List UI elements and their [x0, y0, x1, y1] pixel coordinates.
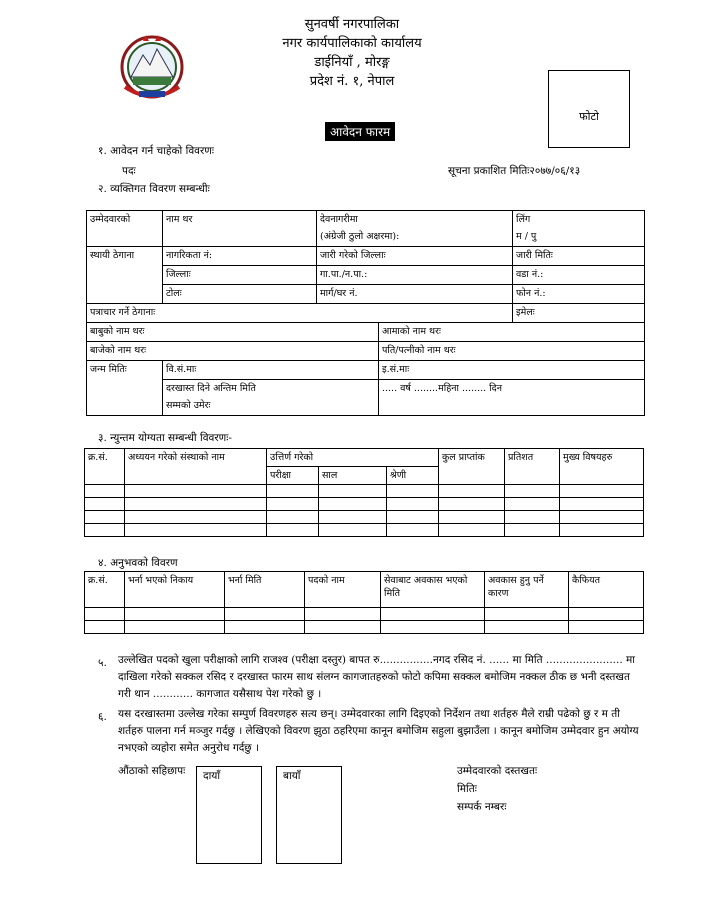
age-format: ..... वर्ष ........महिना ........ दिन	[382, 383, 502, 394]
date-label: मितिः	[457, 783, 477, 795]
post-label: पदः	[122, 165, 136, 177]
section1-heading: १. आवेदन गर्न चाहेको विवरणः	[98, 145, 215, 157]
province-name: प्रदेश नं. १, नेपाल	[309, 74, 395, 89]
tole-field[interactable]: टोलः	[163, 285, 317, 304]
dob-bs-field[interactable]: वि.सं.माः	[163, 361, 379, 380]
municipality-field[interactable]: गा.पा./न.पा.:	[317, 266, 513, 285]
name-label: नाम थर	[163, 211, 317, 247]
exp-row[interactable]	[85, 608, 644, 621]
qual-header-subjects: मुख्य विषयहरु	[560, 449, 644, 485]
father-name-field[interactable]: बाबुको नाम थरः	[87, 323, 379, 342]
permanent-address-label: स्थायी ठेगाना	[87, 247, 163, 304]
exp-header-remarks: कैफियत	[569, 572, 644, 608]
gender-field[interactable]	[513, 211, 645, 247]
exp-header-organization: भर्ना भएको निकाय	[125, 572, 225, 608]
qual-header-institution: अध्ययन गरेको संस्थाको नाम	[125, 449, 267, 485]
email-field[interactable]: इमेलः	[513, 304, 645, 323]
personal-details-table	[86, 210, 645, 416]
candidate-label: उम्मेदवारको	[87, 211, 163, 247]
left-thumb-label: बायाँ	[283, 770, 301, 782]
right-thumb-box[interactable]	[196, 766, 262, 864]
spouse-name-field[interactable]: पति/पत्नीको नाम थरः	[379, 342, 645, 361]
citizenship-no-field[interactable]: नागरिकता नं:	[163, 247, 317, 266]
age-text-line2: सम्मको उमेरः	[166, 400, 211, 411]
qual-header-percentage: प्रतिशत	[505, 449, 560, 485]
street-field[interactable]: मार्ग/घर नं.	[317, 285, 513, 304]
thumbprint-label: औंठाको सहिछापः	[118, 765, 186, 777]
section3-heading: ३. न्युन्तम योग्यता सम्बन्धी विवरणः-	[98, 432, 232, 444]
photo-box	[548, 70, 630, 148]
right-thumb-label: दायाँ	[203, 770, 221, 782]
qualification-table	[84, 448, 644, 537]
photo-label: फोटो	[579, 110, 599, 123]
dob-ad-field[interactable]: इ.सं.माः	[379, 361, 645, 380]
age-label	[163, 380, 379, 416]
declaration-5-text: उल्लेखित पदको खुला परीक्षाको लागि राजश्व (परीक्षा दस्तुर) बापत रु................नगद रसिद नं. ...... मा मिति ....................... मा दाखिला गरेको सक्कल रसिद र दरखास्त फारम साथ संलग्न कागजातहरुको फोटो कपिमा सक्कल बमोजिम नक्कल ठीक छ भनी दस्तखत गरी थान ............ कागजात यसैसाथ पेश गरेको छु ।	[118, 654, 636, 700]
exp-header-sn: क्र.सं.	[85, 572, 125, 608]
age-field[interactable]	[379, 380, 645, 416]
exp-header-join-date: भर्ना मिति	[225, 572, 305, 608]
experience-table	[84, 571, 644, 634]
qual-row[interactable]	[85, 524, 644, 537]
form-title: आवेदन फारम	[325, 122, 395, 141]
exp-header-retire-date: सेवाबाट अवकास भएको मिति	[381, 572, 485, 608]
qual-subheader-division: श्रेणी	[387, 467, 439, 485]
mailing-address-field[interactable]: पत्राचार गर्ने ठेगानाः	[87, 304, 513, 323]
declaration-6-text: यस दरखास्तमा उल्लेख गरेका सम्पुर्ण विवरणहरु सत्य छन्। उम्मेदवारका लागि दिइएको निर्देशन तथा शर्तहरु मैले राम्री पढेको छु र म ती शर्तहरु पालना गर्न मञ्जुर गर्दछु । लेखिएको विवरण झुठा ठहरिएमा कानून बमोजिम सहुला बुझाउँला । कानून बमोजिम उम्मेदवार हुन अयोग्य नभएको व्यहोरा समेत अनुरोध गर्दछु ।	[118, 708, 639, 754]
office-location: डाईनियाँ , मोरङ्ग	[314, 55, 390, 70]
declaration-5-number: ५.	[98, 657, 107, 669]
declaration-6-number: ६.	[98, 711, 107, 723]
exp-header-retire-reason: अवकास हुनु पर्ने कारण	[485, 572, 569, 608]
contact-label: सम्पर्क नम्बरः	[457, 801, 507, 813]
qual-row[interactable]	[85, 511, 644, 524]
ward-field[interactable]: वडा नं.:	[513, 266, 645, 285]
section2-heading: २. व्यक्तिगत विवरण सम्बन्धीः	[98, 183, 210, 195]
qual-row[interactable]	[85, 498, 644, 511]
qual-subheader-year: साल	[319, 467, 387, 485]
gender-label: लिंग	[516, 214, 531, 225]
qual-header-passed: उत्तिर्ण गरेको	[267, 449, 439, 467]
qual-row[interactable]	[85, 485, 644, 498]
left-thumb-box[interactable]	[276, 766, 342, 864]
municipality-name: सुनवर्षी नगरपालिका	[304, 17, 400, 32]
qual-header-total-marks: कुल प्राप्तांक	[439, 449, 505, 485]
age-text-line1: दरखास्त दिने अन्तिम मिति	[166, 383, 256, 394]
office-name: नगर कार्यपालिकाको कार्यालय	[282, 36, 422, 51]
devanagari-label: देवनागरीमा	[320, 214, 358, 225]
issued-date-field[interactable]: जारी मितिः	[513, 247, 645, 266]
dob-label: जन्म मितिः	[87, 361, 163, 416]
qual-header-sn: क्र.सं.	[85, 449, 125, 485]
grandfather-name-field[interactable]: बाजेको नाम थरः	[87, 342, 379, 361]
notice-date: सूचना प्रकाशित मितिः२०७७/०६/१३	[448, 165, 581, 177]
government-emblem	[117, 33, 187, 105]
district-field[interactable]: जिल्लाः	[163, 266, 317, 285]
exp-header-post: पदको नाम	[305, 572, 381, 608]
signature-label: उम्मेदवारको दस्तखतः	[457, 765, 538, 777]
gender-options: म / पु	[516, 231, 537, 242]
english-label: (अंग्रेजी ठुलो अक्षरमा):	[320, 231, 400, 242]
issued-district-field[interactable]: जारी गरेको जिल्लाः	[317, 247, 513, 266]
phone-field[interactable]: फोन नं.:	[513, 285, 645, 304]
name-field[interactable]	[317, 211, 513, 247]
qual-subheader-exam: परीक्षा	[267, 467, 319, 485]
exp-row[interactable]	[85, 621, 644, 634]
section4-heading: ४. अनुभवको विवरण	[98, 557, 178, 569]
mother-name-field[interactable]: आमाको नाम थरः	[379, 323, 645, 342]
